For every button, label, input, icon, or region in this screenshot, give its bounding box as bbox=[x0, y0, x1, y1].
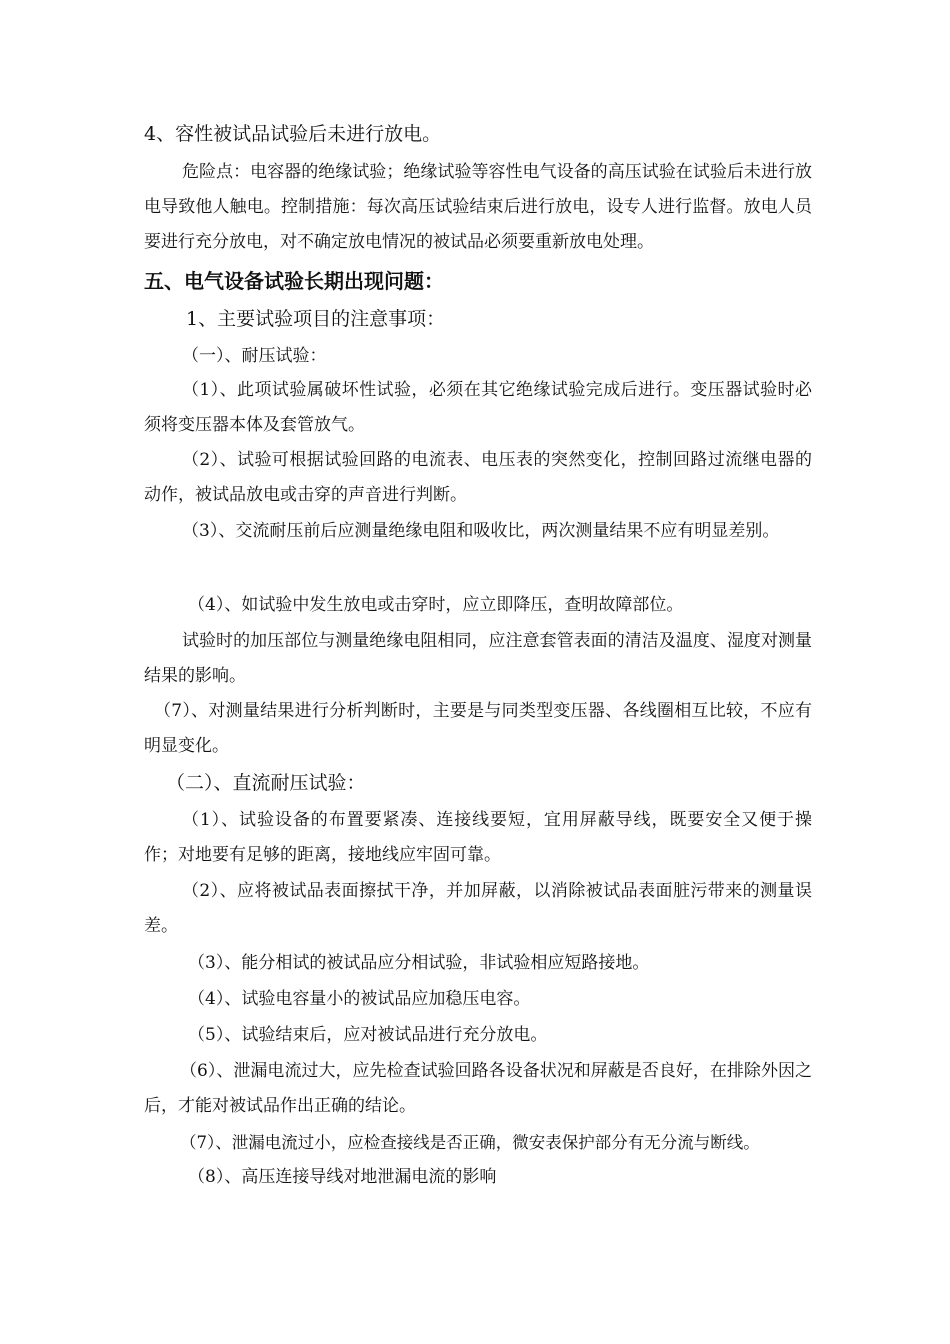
paragraph-dc-item-3: （3）、能分相试的被试品应分相试验，非试验相应短路接地。 bbox=[188, 953, 650, 973]
paragraph-dc-item-5: （5）、试验结束后，应对被试品进行充分放电。 bbox=[188, 1025, 548, 1045]
paragraph-item-3: （3）、交流耐压前后应测量绝缘电阻和吸收比，两次测量结果不应有明显差别。 bbox=[182, 521, 780, 541]
subheading-main-items: 1、主要试验项目的注意事项： bbox=[186, 308, 446, 330]
paragraph-dc-item-6: （6）、泄漏电流过大，应先检查试验回路各设备状况和屏蔽是否良好，在排除外因之后，才能对被试品作出正确的结论。 bbox=[144, 1061, 812, 1116]
section-heading-5: 五、电气设备试验长期出现问题： bbox=[144, 269, 444, 293]
paragraph-danger-point: 危险点：电容器的绝缘试验；绝缘试验等容性电气设备的高压试验在试验后未进行放电导致他人触电。控制措施：每次高压试验结束后进行放电，设专人进行监督。放电人员要进行充分放电，对不确定放电情况的被试品必须要重新放电处理。 bbox=[144, 162, 812, 252]
paragraph-item-7: （7）、对测量结果进行分析判断时，主要是与同类型变压器、各线圈相互比较，不应有明显变化。 bbox=[144, 701, 812, 756]
paragraph-dc-item-2: （2）、应将被试品表面擦拭干净，并加屏蔽，以消除被试品表面脏污带来的测量误差。 bbox=[144, 881, 812, 936]
subheading-dc-withstand-test: （二）、直流耐压试验： bbox=[166, 772, 366, 794]
paragraph-dc-item-1: （1）、试验设备的布置要紧凑、连接线要短，宜用屏蔽导线，既要安全又便于操作；对地要有足够的距离，接地线应牢固可靠。 bbox=[144, 810, 812, 865]
paragraph-dc-item-4: （4）、试验电容量小的被试品应加稳压电容。 bbox=[188, 989, 531, 1009]
section-item-4: 4、容性被试品试验后未进行放电。 bbox=[144, 123, 442, 145]
paragraph-item-2: （2）、试验可根据试验回路的电流表、电压表的突然变化，控制回路过流继电器的动作，被试品放电或击穿的声音进行判断。 bbox=[144, 450, 812, 505]
paragraph-test-location: 试验时的加压部位与测量绝缘电阻相同，应注意套管表面的清洁及温度、湿度对测量结果的影响。 bbox=[144, 631, 812, 686]
paragraph-item-4: （4）、如试验中发生放电或击穿时，应立即降压，查明故障部位。 bbox=[188, 595, 684, 615]
paragraph-item-1: （1）、此项试验属破坏性试验，必须在其它绝缘试验完成后进行。变压器试验时必须将变压器本体及套管放气。 bbox=[144, 380, 812, 435]
subheading-withstand-test: （一）、耐压试验： bbox=[182, 346, 327, 366]
paragraph-dc-item-7: （7）、泄漏电流过小，应检查接线是否正确，微安表保护部分有无分流与断线。 bbox=[180, 1133, 760, 1152]
paragraph-dc-item-8: （8）、高压连接导线对地泄漏电流的影响 bbox=[188, 1167, 497, 1187]
